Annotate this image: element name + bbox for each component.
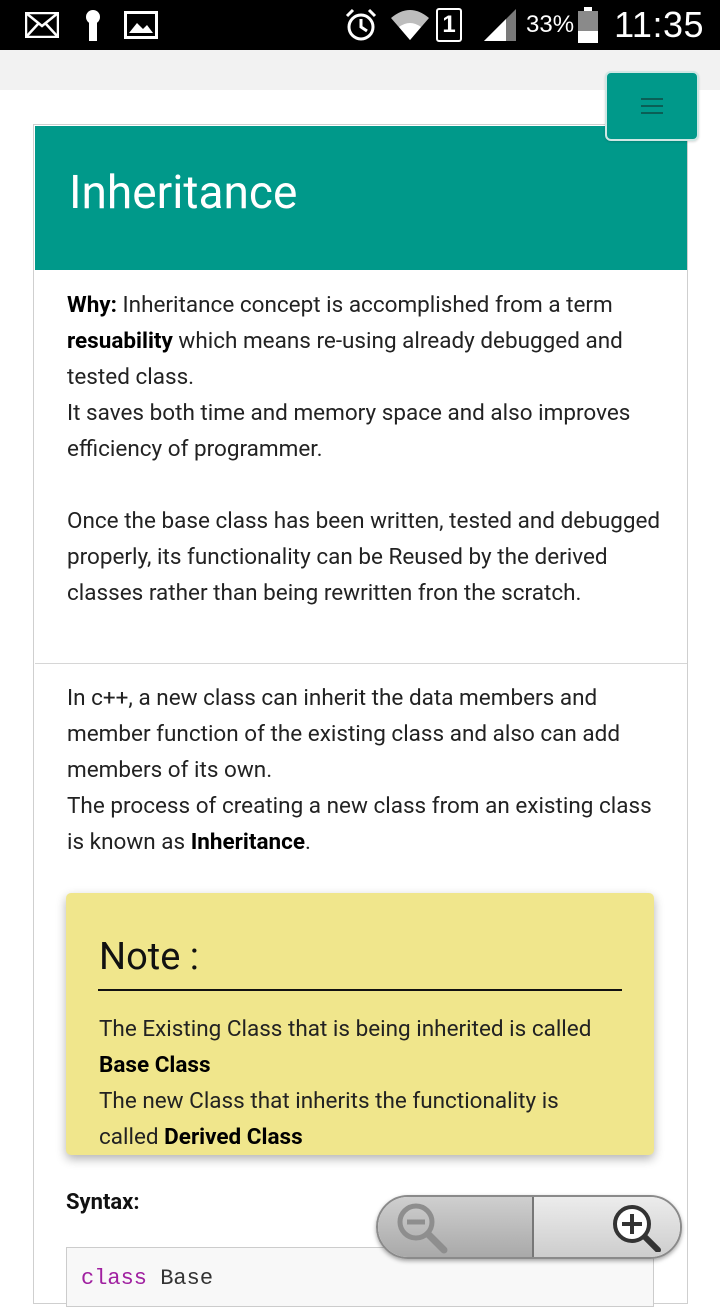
code-keyword: class <box>81 1266 148 1291</box>
code-line <box>81 1266 213 1291</box>
note-title: Note : <box>99 935 199 979</box>
hamburger-icon <box>641 98 663 114</box>
zoom-in-button[interactable] <box>532 1197 682 1257</box>
key-icon <box>80 0 106 50</box>
intro-text-2: The process of creating a new class from an existing class is known as <box>67 793 652 855</box>
why-text-1: Inheritance concept is accomplished from a term <box>116 292 613 318</box>
zoom-out-icon <box>394 1200 452 1254</box>
why-line-2: It saves both time and memory space and also improves efficiency of programmer. <box>67 400 631 462</box>
battery-percent: 33% <box>526 11 575 38</box>
sim-slot-label: 1 <box>436 8 462 42</box>
note-line-2-bold: Derived Class <box>164 1124 303 1150</box>
clock: 11:35 <box>614 4 704 45</box>
syntax-label: Syntax: <box>66 1190 140 1215</box>
note-divider <box>98 989 622 991</box>
why-bold-term: resuability <box>67 328 173 354</box>
intro-text-1: In c++, a new class can inherit the data members and member function of the existing class and also can add members of its own. <box>67 685 621 783</box>
why-label: Why: <box>67 292 117 318</box>
page-title: Inheritance <box>69 166 298 220</box>
why-section <box>35 271 687 664</box>
note-text <box>99 1011 619 1155</box>
intro-end: . <box>304 829 311 855</box>
code-identifier: Base <box>147 1266 214 1291</box>
battery-icon <box>576 0 600 50</box>
sim-icon <box>434 0 464 50</box>
why-text-2: which means re-using already debugged and tested class. <box>67 328 623 390</box>
alarm-icon <box>342 0 380 50</box>
intro-bold: Inheritance <box>190 829 305 855</box>
note-line-2: The new Class that inherits the functionality is called <box>99 1088 559 1150</box>
zoom-out-button[interactable] <box>378 1197 532 1257</box>
note-line-1-bold: Base Class <box>99 1052 211 1078</box>
why-paragraph <box>67 287 667 467</box>
zoom-control <box>376 1195 682 1259</box>
card-header <box>35 126 687 270</box>
signal-icon <box>480 0 520 50</box>
intro-paragraph <box>67 680 667 860</box>
wifi-icon <box>388 0 432 50</box>
note-box <box>66 893 654 1155</box>
image-icon <box>122 0 160 50</box>
zoom-in-icon <box>610 1202 662 1252</box>
status-bar <box>0 0 720 50</box>
note-line-1: The Existing Class that is being inherited is called <box>99 1016 592 1042</box>
intro-section <box>35 664 687 864</box>
menu-button[interactable] <box>605 71 699 141</box>
why-paragraph-2: Once the base class has been written, tested and debugged properly, its functionality can be Reused by the derived classes rather than being rewritten fron the scratch. <box>67 508 661 606</box>
mail-icon <box>24 0 60 50</box>
